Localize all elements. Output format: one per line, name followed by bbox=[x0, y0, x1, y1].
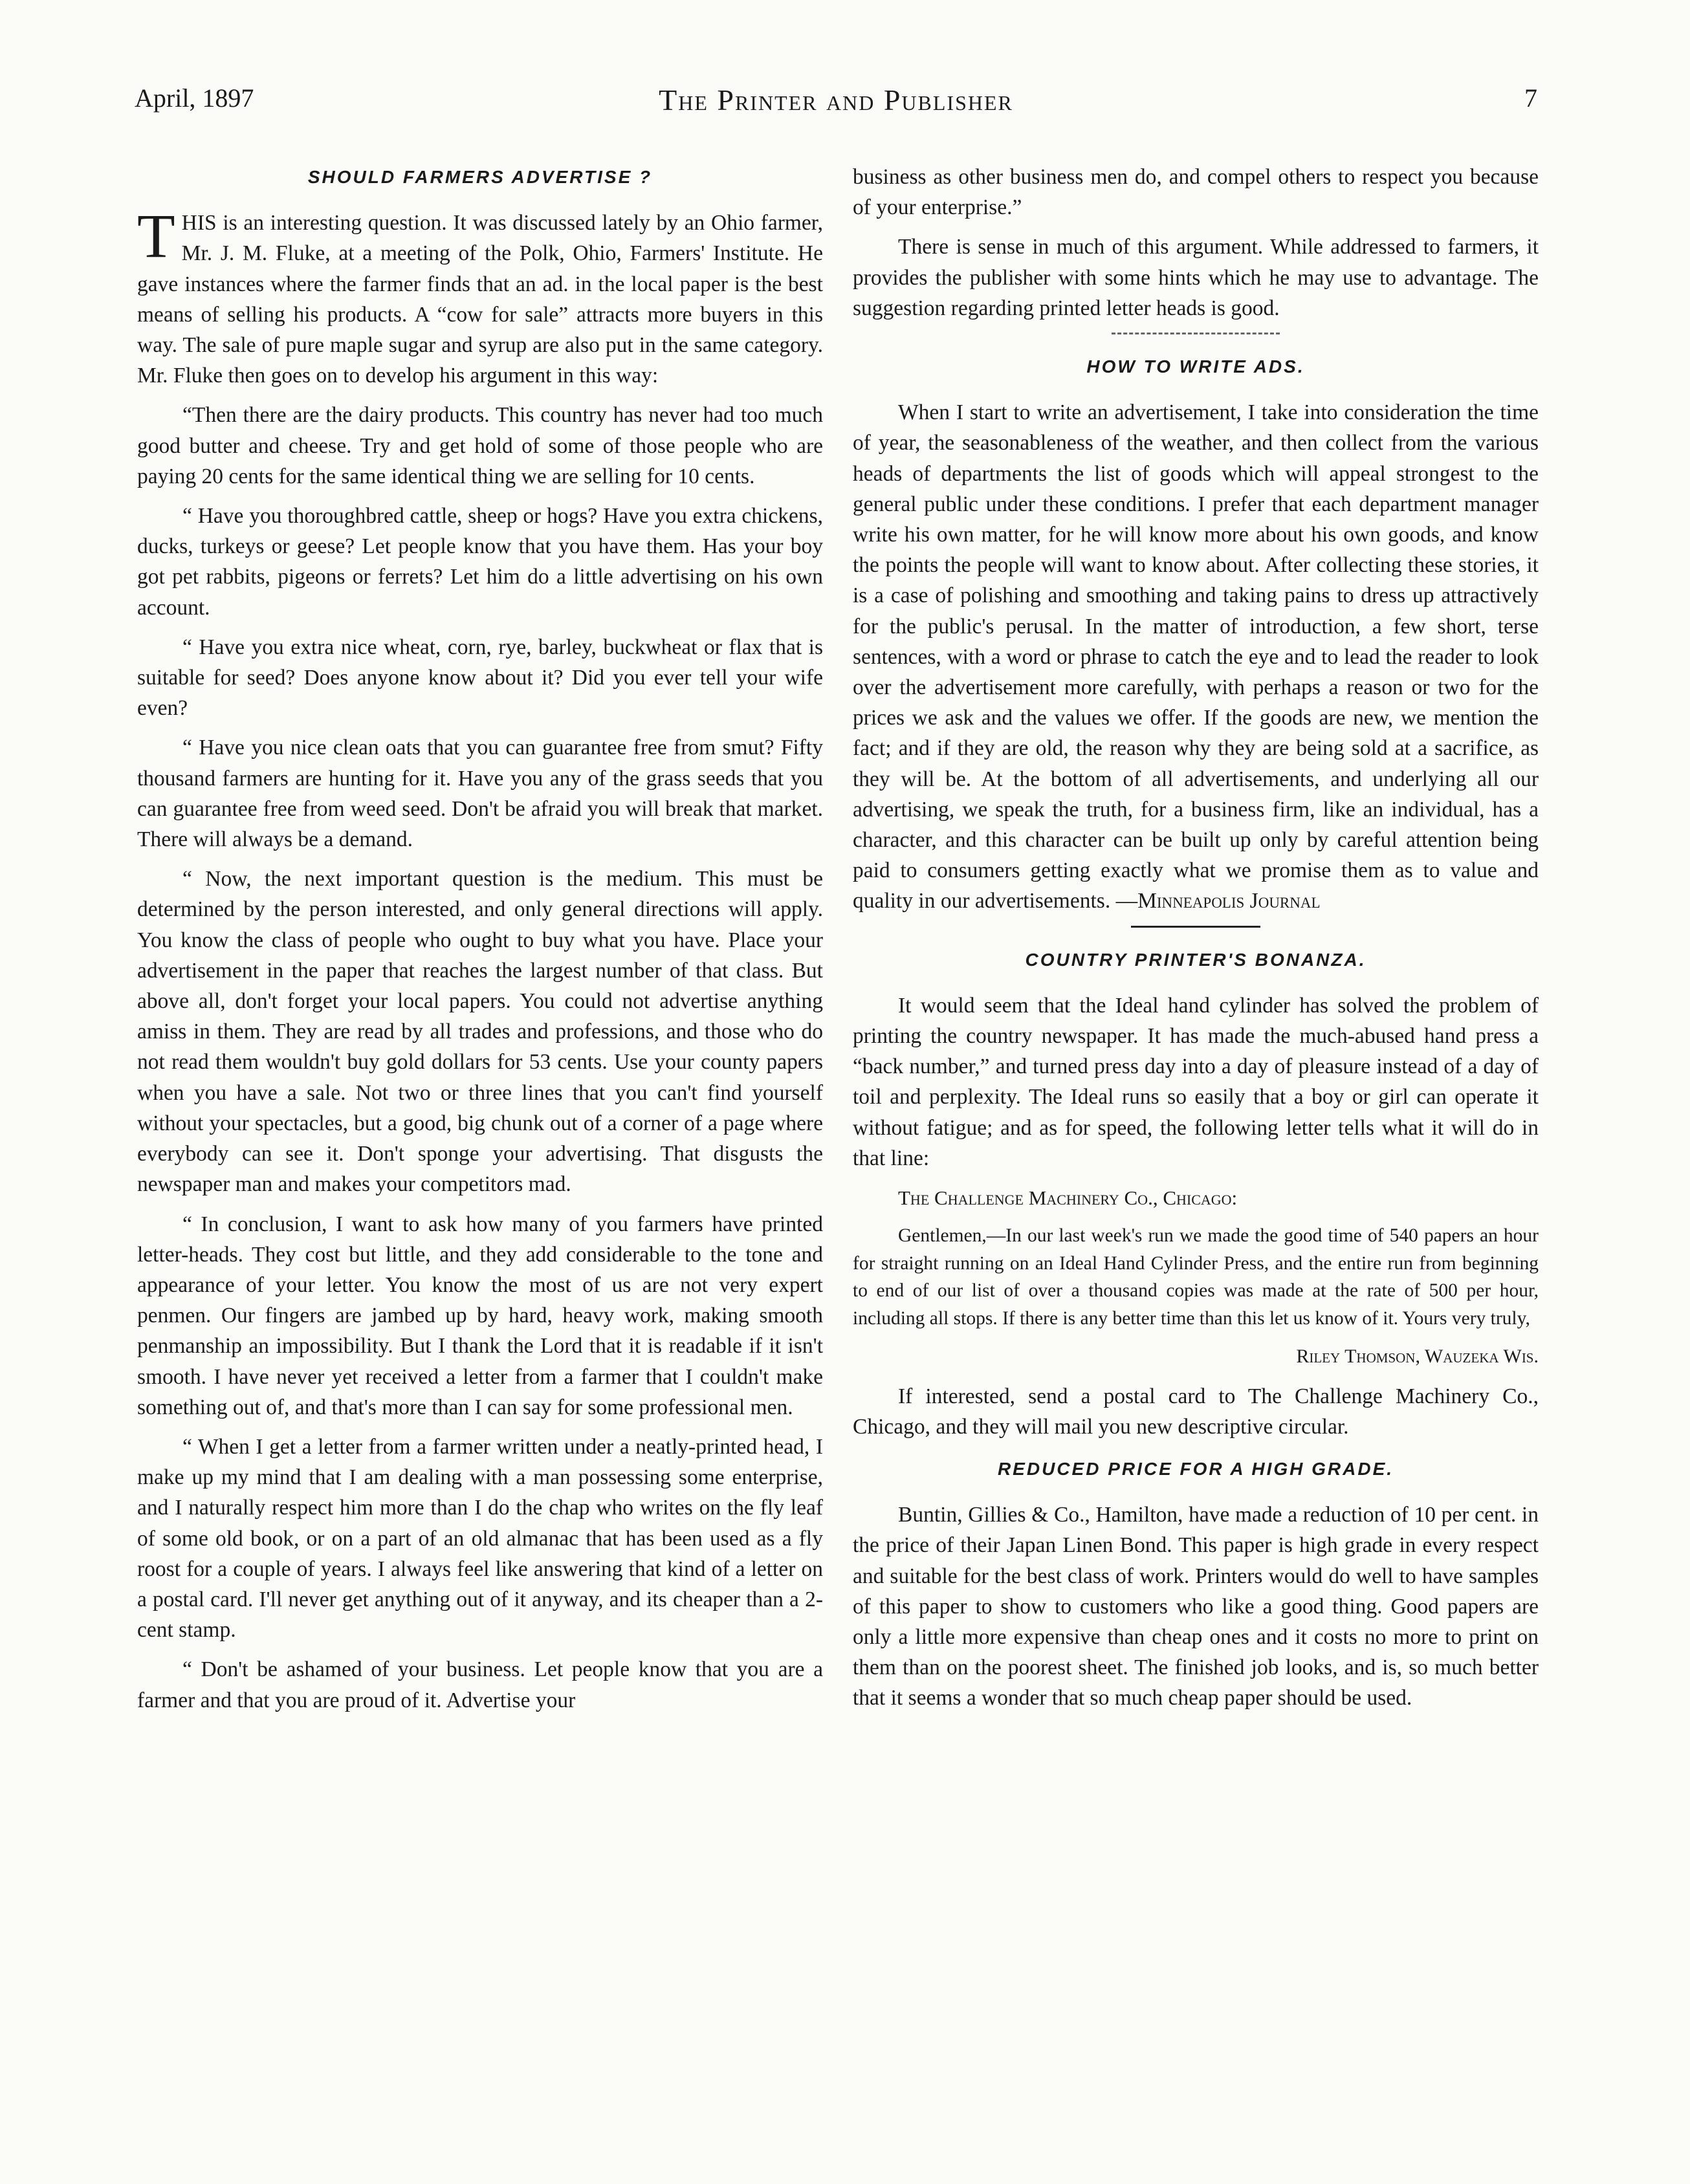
letter-body: Gentlemen,—In our last week's run we made the good time of 540 papers an hour for straight running on an Ideal Hand Cylinder Press, and the entire run from beginning to end of our list of over a thousand copies was made at the rate of 500 per hour, including all stops. If there is any better time than this let us know of it. Yours very truly, bbox=[853, 1225, 1539, 1329]
attribution: —Minneapolis Journal bbox=[1115, 889, 1321, 913]
article-paragraph: “ Now, the next important question is the medium. This must be determined by the person interested, and only general directions will apply. You know the class of people who ought to buy what you have. Place your advertisement in the paper that reaches the largest number of that class. But above all, don't forget your local papers. You could not advertise anything amiss in them. They are read by all trades and professions, and those who do not read them wouldn't buy gold dollars for 53 cents. Use your county papers when you have a sale. Not two or three lines that you can't find yourself without your spectacles, but a good, big chunk out of a corner of a page where everybody can see it. Don't sponge your advertising. That disgusts the newspaper man and makes your competitors mad. bbox=[137, 867, 823, 1197]
article-paragraph: There is sense in much of this argument. While addressed to farmers, it provides the publisher with some hints which he may use to advantage. The suggestion regarding printed letter heads is good. bbox=[853, 235, 1539, 320]
article-heading-ads: HOW TO WRITE ADS. bbox=[1086, 356, 1305, 377]
left-column bbox=[137, 162, 823, 1725]
article-heading-price: REDUCED PRICE FOR A HIGH GRADE. bbox=[997, 1458, 1394, 1479]
article-paragraph: “ Have you thoroughbred cattle, sheep or hogs? Have you extra chickens, ducks, turkeys or geese? Let people know that you have them. Has your boy got pet rabbits, pigeons or ferrets? Let him do a little advertising on his own account. bbox=[137, 504, 823, 620]
page-header bbox=[135, 83, 1537, 122]
article-paragraph bbox=[853, 397, 1539, 916]
drop-cap: T bbox=[137, 201, 175, 271]
publication-title: The Printer and Publisher bbox=[659, 83, 1013, 116]
article-paragraph: “ Have you extra nice wheat, corn, rye, barley, buckwheat or flax that is suitable for seed? Does anyone know about it? Did you ever tell your wife even? bbox=[137, 635, 823, 721]
article-heading-bonanza: COUNTRY PRINTER'S BONANZA. bbox=[1025, 949, 1366, 970]
article-paragraph: “Then there are the dairy products. This country has never had too much good butter and cheese. Try and get hold of some of those people who are paying 20 cents for the same identical thing we are selling for 10 cents. bbox=[137, 403, 823, 488]
right-column bbox=[853, 162, 1539, 1723]
letter-addressee: The Challenge Machinery Co., Chicago: bbox=[898, 1186, 1238, 1210]
letter-signature: Riley Thomson, Wauzeka Wis. bbox=[1296, 1346, 1539, 1368]
article-paragraph: “ When I get a letter from a farmer written under a neatly-printed head, I make up my mind that I am dealing with a man possessing some enterprise, and I naturally respect him more than I do the chap who writes on the fly leaf of some old book, or on a part of an old almanac that has been used as a fly roost for a couple of years. I always feel like answering that kind of a letter on a postal card. I'll never get anything out of it anyway, and its cheaper than a 2-cent stamp. bbox=[137, 1434, 823, 1643]
section-divider bbox=[1112, 333, 1280, 334]
paragraph-text: When I start to write an advertisement, I take into consideration the time of year, the seasonableness of the weather, and then collect from the various heads of departments the list of goods which will appeal strongest to the general public under these conditions. I prefer that each department manager write his own matter, for he will know more about his own goods, and know the points the people will want to know about. After collecting these stories, it is a case of polishing and smoothing and taking pains to dress up attractively for the public's perusal. In the matter of introduction, a few short, terse sentences, with a word or phrase to catch the eye and to lead the reader to look over the advertisement more carefully, with perhaps a reason or two for the prices we ask and the values we offer. If the goods are new, we mention the fact; and if they are old, the reason why they are being sold at a sacrifice, as they will be. At the bottom of all advertisements, and underlying all our advertising, we speak the truth, for a business firm, like an individual, has a character, and this character can be built up only by careful attention being paid to consumers getting exactly what we promise them as to value and quality in our advertisements. bbox=[853, 400, 1539, 913]
article-heading-farmers: SHOULD FARMERS ADVERTISE ? bbox=[307, 167, 653, 187]
issue-date: April, 1897 bbox=[135, 83, 254, 113]
article-paragraph: It would seem that the Ideal hand cylinder has solved the problem of printing the country newspaper. It has made the much-abused hand press a “back number,” and turned press day into a day of pleasure instead of a day of toil and perplexity. The Ideal runs so easily that a boy or girl can operate it without fatigue; and as for speed, the following letter tells what it will do in that line: bbox=[853, 993, 1539, 1170]
paragraph-text: HIS is an interesting question. It was discussed lately by an Ohio farmer, Mr. J. M. Fluke, at a meeting of the Polk, Ohio, Farmers' Institute. He gave instances where the farmer finds that an ad. in the local paper is the best means of selling his products. A “cow for sale” attracts more buyers in this way. The sale of pure maple sugar and syrup are also put in the same category. Mr. Fluke then goes on to develop his argument in this way: bbox=[137, 211, 823, 388]
page-number: 7 bbox=[1524, 83, 1537, 113]
section-divider bbox=[1131, 926, 1260, 928]
article-paragraph: “ Don't be ashamed of your business. Let people know that you are a farmer and that you are proud of it. Advertise your bbox=[137, 1657, 823, 1712]
article-paragraph: Buntin, Gillies & Co., Hamilton, have made a reduction of 10 per cent. in the price of their Japan Linen Bond. This paper is high grade in every respect and suitable for the best class of work. Printers would do well to have samples of this paper to show to customers who like a good thing. Good papers are only a little more expensive than cheap ones and it costs no more to print on them than on the poorest sheet. The finished job looks, and is, so much better that it seems a wonder that so much cheap paper should be used. bbox=[853, 1503, 1539, 1710]
article-paragraph: If interested, send a postal card to The Challenge Machinery Co., Chicago, and they will mail you new descriptive circular. bbox=[853, 1384, 1539, 1439]
article-paragraph bbox=[137, 201, 823, 391]
article-paragraph: “ In conclusion, I want to ask how many of you farmers have printed letter-heads. They cost but little, and they add considerable to the tone and appearance of your letter. You know the most of us are not very expert penmen. Our fingers are jambed up by hard, heavy work, making smooth penmanship an impossibility. But I thank the Lord that it is readable if it isn't smooth. I have never yet received a letter from a farmer that I couldn't make something out of, and that's more than I can say for some professional men. bbox=[137, 1212, 823, 1419]
article-paragraph: “ Have you nice clean oats that you can guarantee free from smut? Fifty thousand farmers are hunting for it. Have you any of the grass seeds that you can guarantee free from weed seed. Don't be afraid you will break that market. There will always be a demand. bbox=[137, 736, 823, 852]
article-paragraph: business as other business men do, and compel others to respect you because of your enterprise.” bbox=[853, 165, 1539, 220]
